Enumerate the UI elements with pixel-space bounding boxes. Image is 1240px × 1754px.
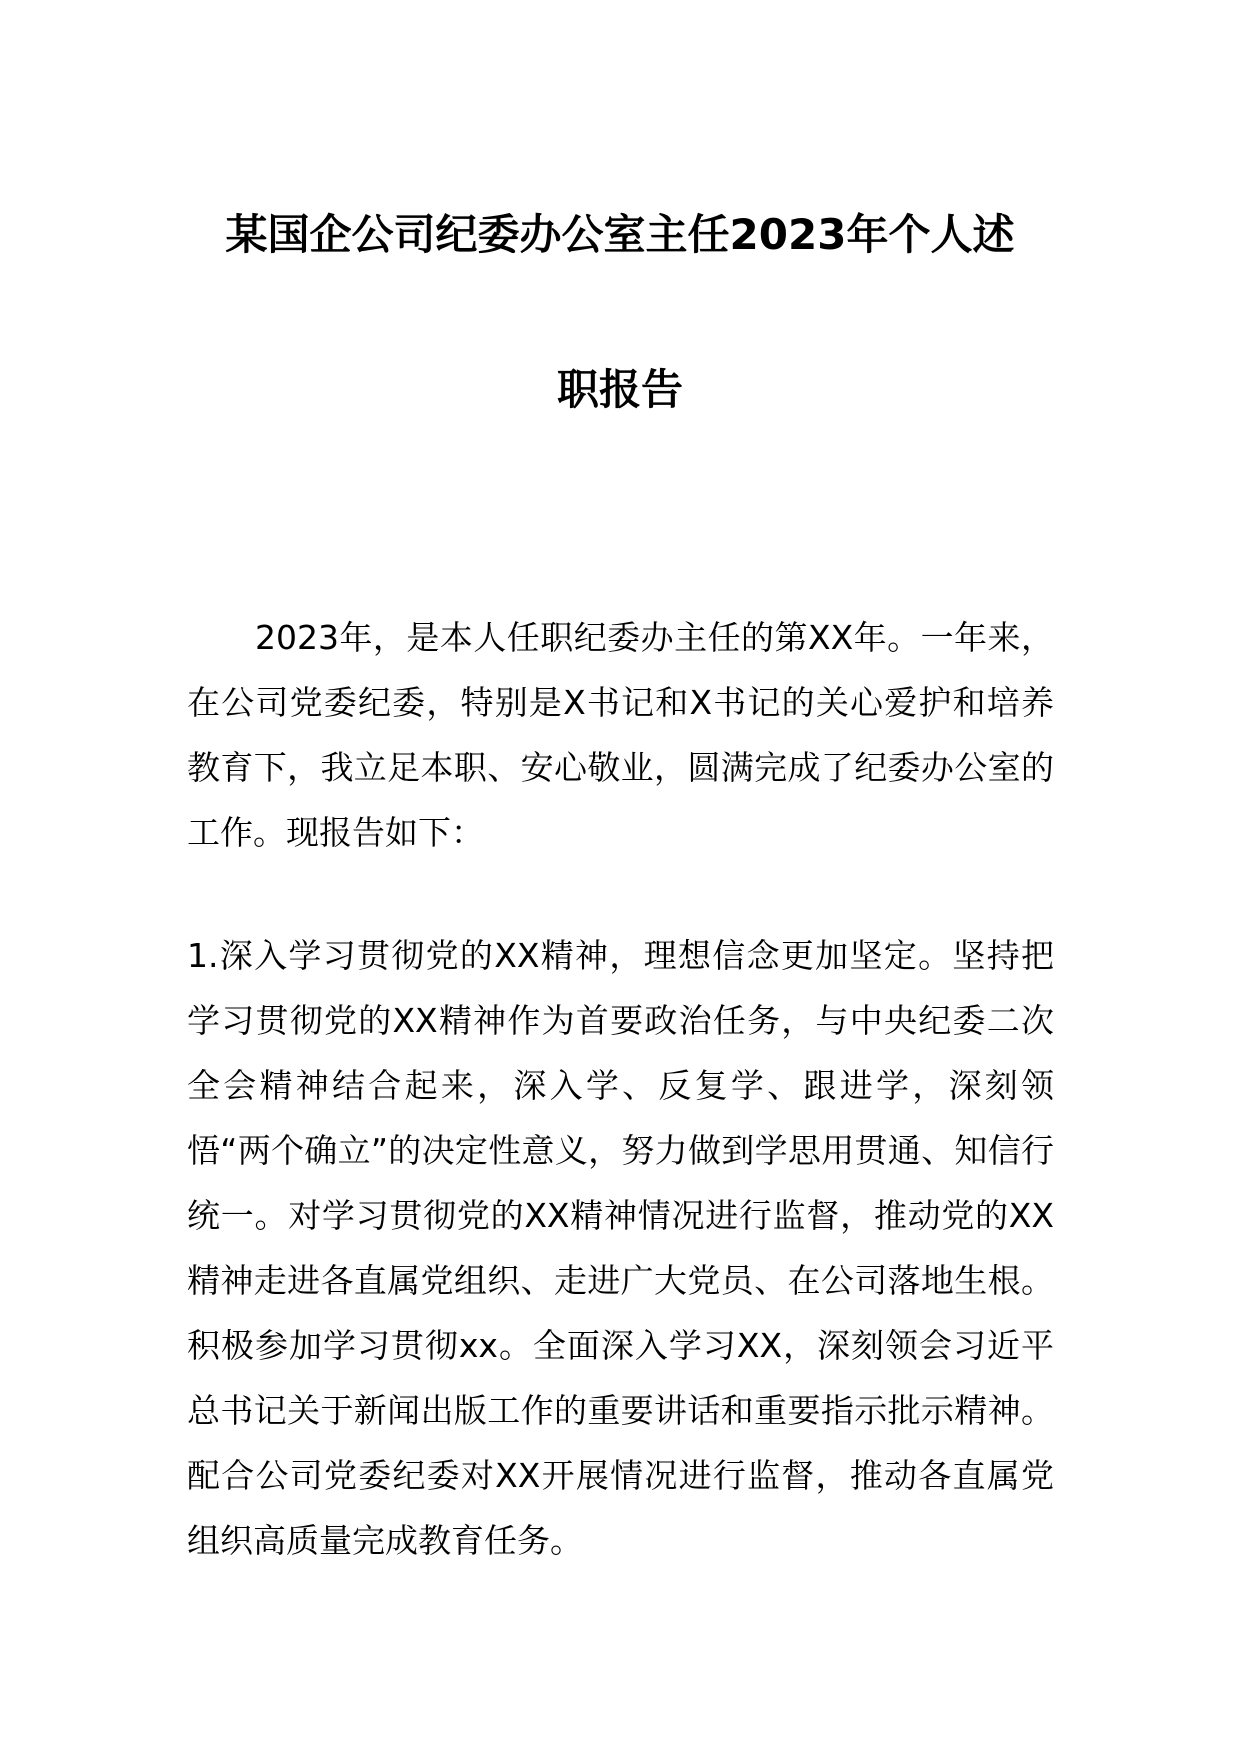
body-paragraph-intro: 2023年，是本人任职纪委办主任的第XX年。一年来，在公司党委纪委，特别是X书记和X书记的关心爱护和培养教育下，我立足本职、安心敬业，圆满完成了纪委办公室的工作。现报告如下：	[187, 618, 1054, 852]
body-paragraph-item-1: 1.深入学习贯彻党的XX精神，理想信念更加坚定。坚持把学习贯彻党的XX精神作为首要政治任务，与中央纪委二次全会精神结合起来，深入学、反复学、跟进学，深刻领悟“两个确立”的决定性意义，努力做到学思用贯通、知信行统一。对学习贯彻党的XX精神情况进行监督，推动党的XX精神走进各直属党组织、走进广大党员、在公司落地生根。积极参加学习贯彻xx。全面深入学习XX，深刻领会习近平总书记关于新闻出版工作的重要讲话和重要指示批示精神。配合公司党委纪委对XX开展情况进行监督，推动各直属党组织高质量完成教育任务。	[187, 936, 1054, 1560]
document-title-line-2: 职报告	[556, 365, 683, 414]
document-title-line-1: 某国企公司纪委办公室主任2023年个人述	[225, 210, 1015, 259]
